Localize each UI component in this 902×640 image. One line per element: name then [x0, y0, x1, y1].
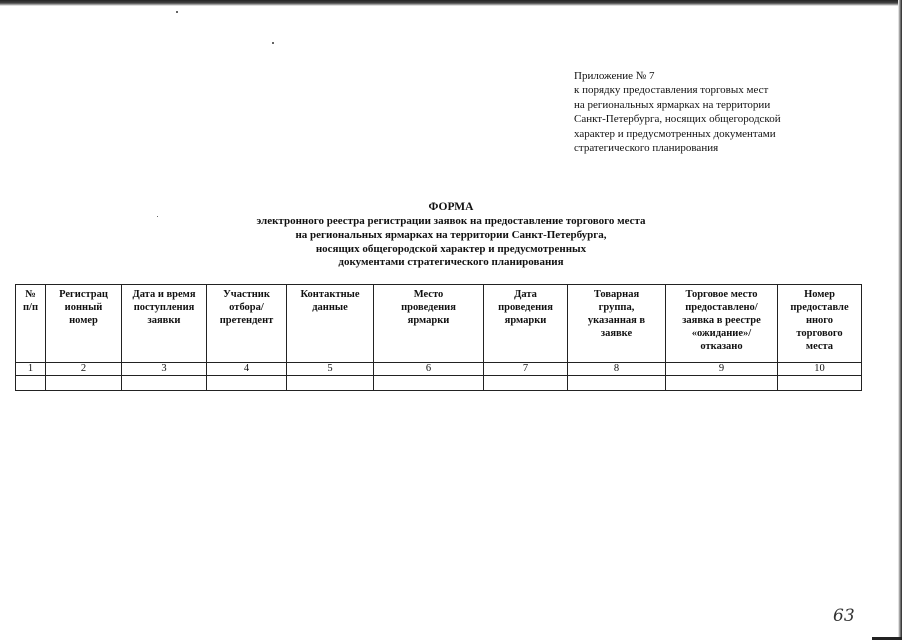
header-line: заявке [600, 328, 633, 339]
form-subtitle-line: на региональных ярмарках на территории Санкт-Петербурга, [295, 228, 607, 241]
header-line: п/п [22, 302, 39, 313]
header-line: предоставле [790, 302, 849, 313]
empty-cell [484, 376, 568, 391]
scan-border-right [898, 0, 902, 640]
header-line: Участник [223, 289, 270, 300]
column-number-cell: 10 [778, 363, 862, 376]
header-line: проведения [498, 302, 553, 313]
column-number-cell: 5 [287, 363, 374, 376]
form-heading [0, 200, 902, 270]
header-line: Номер [804, 289, 835, 300]
header-line: заявки [147, 315, 181, 326]
appendix-line: на региональных ярмарках на территории [574, 98, 771, 111]
header-cell-place-status [666, 285, 778, 363]
empty-cell [666, 376, 778, 391]
header-cell-registration-number [46, 285, 122, 363]
header-line: № [25, 289, 36, 300]
empty-cell [122, 376, 207, 391]
scan-speck [176, 11, 178, 13]
header-cell-number [16, 285, 46, 363]
header-cell-received-datetime [122, 285, 207, 363]
header-line: Дата [514, 289, 537, 300]
header-cell-fair-location [374, 285, 484, 363]
header-line: данные [312, 302, 348, 313]
appendix-line: характер и предусмотренных документами [574, 127, 776, 140]
empty-data-row [16, 376, 862, 391]
header-line: «ожидание»/ [691, 328, 752, 339]
header-cell-participant [207, 285, 287, 363]
header-line: места [805, 341, 834, 352]
column-number-cell: 9 [666, 363, 778, 376]
header-cell-fair-date [484, 285, 568, 363]
header-line: Дата и время [132, 289, 196, 300]
column-number-cell: 3 [122, 363, 207, 376]
empty-cell [287, 376, 374, 391]
column-number-row [16, 363, 862, 376]
header-line: поступления [133, 302, 195, 313]
header-line: претендент [219, 315, 274, 326]
empty-cell [207, 376, 287, 391]
column-number-cell: 4 [207, 363, 287, 376]
form-subtitle-line: носящих общегородской характер и предусмотренных [315, 242, 587, 255]
header-line: указанная в [587, 315, 646, 326]
header-line: Контактные [300, 289, 360, 300]
page-number: 63 [833, 606, 855, 626]
form-title: ФОРМА [428, 201, 474, 213]
column-number-cell: 8 [568, 363, 666, 376]
header-line: отбора/ [229, 302, 264, 313]
header-line: Товарная [593, 289, 640, 300]
header-line: ярмарки [407, 315, 450, 326]
empty-cell [778, 376, 862, 391]
header-cell-contact-data [287, 285, 374, 363]
header-line: торгового [796, 328, 843, 339]
column-number-cell: 1 [16, 363, 46, 376]
header-line: Место [413, 289, 444, 300]
header-line: Торговое место [685, 289, 758, 300]
header-line: предоставлено/ [685, 302, 758, 313]
appendix-line: Приложение № 7 [574, 70, 655, 82]
column-number-cell: 7 [484, 363, 568, 376]
header-line: ярмарки [504, 315, 547, 326]
header-line: заявка в реестре [682, 315, 761, 326]
scan-speck [272, 42, 274, 44]
registry-table [15, 284, 862, 391]
header-line: группа, [598, 302, 635, 313]
empty-cell [46, 376, 122, 391]
table-header-row [16, 285, 862, 363]
appendix-line: стратегического планирования [574, 142, 719, 155]
header-line: нного [805, 315, 834, 326]
column-number-cell: 2 [46, 363, 122, 376]
appendix-line: Санкт-Петербурга, носящих общегородской [574, 113, 781, 126]
form-subtitle-line: документами стратегического планирования [338, 256, 564, 269]
header-line: ионный [64, 302, 103, 313]
column-number-cell: 6 [374, 363, 484, 376]
appendix-line: к порядку предоставления торговых мест [574, 84, 769, 97]
empty-cell [568, 376, 666, 391]
header-line: номер [69, 315, 98, 326]
header-line: Регистрац [59, 289, 108, 300]
form-subtitle-line: электронного реестра регистрации заявок на предоставление торгового места [256, 215, 646, 227]
header-cell-place-number [778, 285, 862, 363]
header-cell-product-group [568, 285, 666, 363]
empty-cell [16, 376, 46, 391]
empty-cell [374, 376, 484, 391]
header-line: проведения [401, 302, 456, 313]
scan-border-top [0, 0, 902, 6]
header-line: отказано [700, 341, 743, 352]
appendix-note [574, 69, 874, 155]
